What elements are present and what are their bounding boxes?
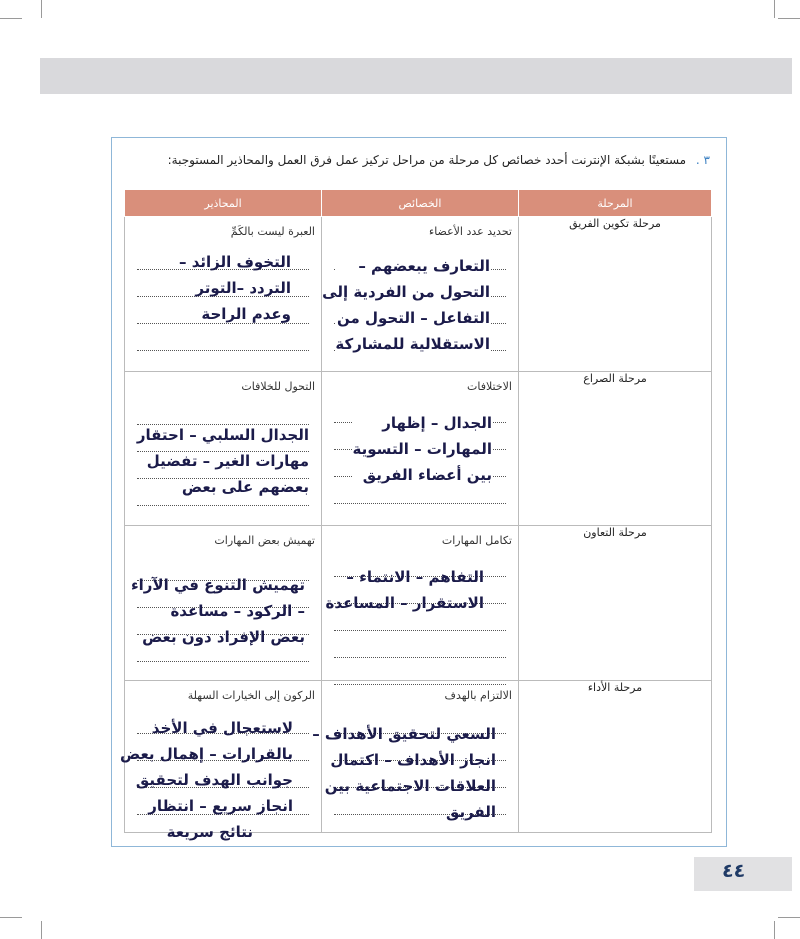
crop-mark — [0, 917, 22, 918]
cell-title: تحديد عدد الأعضاء — [429, 225, 512, 238]
crop-mark — [41, 921, 42, 939]
cautions-cell — [125, 526, 322, 681]
handwriting-line: لاستعجال في الأخذ — [151, 719, 293, 737]
characteristics-cell — [322, 526, 519, 681]
handwriting-line: التفاعل – التحول من — [336, 309, 490, 327]
handwriting-line: السعي لتحقيق الأهداف – — [312, 725, 496, 743]
cautions-cell — [125, 372, 322, 526]
cautions-cell — [120, 681, 322, 841]
handwriting-line: التردد –التوتر — [195, 279, 291, 297]
cell-title: الاختلافات — [467, 380, 512, 393]
handwriting-line: انجاز الأهداف – اكتمال — [330, 751, 496, 769]
handwritten-answer — [137, 422, 309, 500]
handwriting-line: الجدال – إظهار — [382, 414, 492, 432]
header-stage: المرحلة — [519, 190, 712, 217]
handwriting-line: بين أعضاء الفريق — [362, 466, 492, 484]
table-row — [125, 372, 712, 526]
stage-cell: مرحلة التعاون — [519, 526, 712, 681]
handwritten-answer — [312, 721, 496, 825]
handwriting-line: بعض الإفراد دون بعض — [142, 628, 305, 646]
handwritten-answer — [322, 253, 490, 357]
handwriting-line: بعضهم على بعض — [181, 478, 309, 496]
cell-title: العبرة ليست بالكَمِّ — [230, 225, 315, 238]
handwriting-line: التحول من الفردية إلى — [322, 283, 490, 301]
handwriting-line: تهميش التنوع في الآراء — [130, 576, 305, 594]
header-cautions: المحاذير — [125, 190, 322, 217]
cell-title: التحول للخلافات — [241, 380, 315, 393]
handwriting-line: التعارف يبعضهم – — [358, 257, 490, 275]
handwriting-line: الاستقرار – المساعدة — [325, 594, 484, 612]
handwriting-line: جوانب الهدف لتحقيق — [135, 771, 293, 789]
handwriting-line: التفاهم – الانتماء – — [346, 568, 484, 586]
stage-cell: مرحلة الصراع — [519, 372, 712, 526]
handwritten-answer — [131, 572, 305, 650]
crop-mark — [778, 917, 800, 918]
handwriting-line: نتائج سريعة — [166, 823, 253, 841]
table-row — [125, 681, 712, 833]
question-number: ٣ . — [695, 153, 710, 167]
question-body: مستعينًا بشبكة الإنترنت أحدد خصائص كل مرحلة من مراحل تركيز عمل فرق العمل والمحاذير المستوجبة: — [167, 153, 687, 167]
table-row — [125, 526, 712, 681]
handwriting-line: العلاقات الاجتماعية بين — [324, 777, 496, 795]
cell-title: تكامل المهارات — [441, 534, 512, 547]
question-text — [110, 153, 710, 167]
table-header-row — [125, 190, 712, 217]
handwriting-line: مهارات الغير – تفضيل — [146, 452, 309, 470]
handwriting-line: وعدم الراحة — [201, 305, 291, 323]
cell-title: تهميش بعض المهارات — [214, 534, 315, 547]
stage-cell: مرحلة الأداء — [519, 681, 712, 833]
cell-title: الالتزام بالهدف — [444, 689, 512, 702]
crop-mark — [41, 0, 42, 18]
stage-cell: مرحلة تكوين الفريق — [519, 217, 712, 372]
handwriting-line: انجاز سريع – انتظار — [148, 797, 293, 815]
handwritten-answer — [120, 715, 293, 845]
header-characteristics: الخصائص — [322, 190, 519, 217]
characteristics-cell — [322, 217, 519, 372]
handwriting-line: بالقرارات – إهمال بعض — [120, 745, 293, 763]
table-row — [125, 217, 712, 372]
header-band — [40, 58, 792, 94]
handwriting-line: – الركود – مساعدة — [170, 602, 305, 620]
page-number-tab — [694, 857, 792, 891]
cautions-cell — [125, 217, 322, 372]
crop-mark — [774, 0, 775, 18]
handwriting-line: المهارات – التسوية — [352, 440, 492, 458]
handwriting-line: الفريق — [445, 803, 496, 821]
handwriting-line: الاستقلالية للمشاركة — [335, 335, 490, 353]
handwritten-answer — [325, 564, 484, 616]
crop-mark — [774, 921, 775, 939]
crop-mark — [778, 18, 800, 19]
page-number: ٤٤ — [722, 860, 746, 882]
stages-table — [120, 189, 712, 841]
handwriting-line: التخوف الزائد – — [178, 253, 291, 271]
cell-title: الركون إلى الخيارات السهلة — [187, 689, 315, 702]
handwriting-line: الجدال السلبي – احتقار — [136, 426, 309, 444]
handwritten-answer — [352, 410, 492, 488]
characteristics-cell — [312, 681, 519, 833]
characteristics-cell — [322, 372, 519, 526]
handwritten-answer — [179, 249, 291, 327]
crop-mark — [0, 18, 22, 19]
